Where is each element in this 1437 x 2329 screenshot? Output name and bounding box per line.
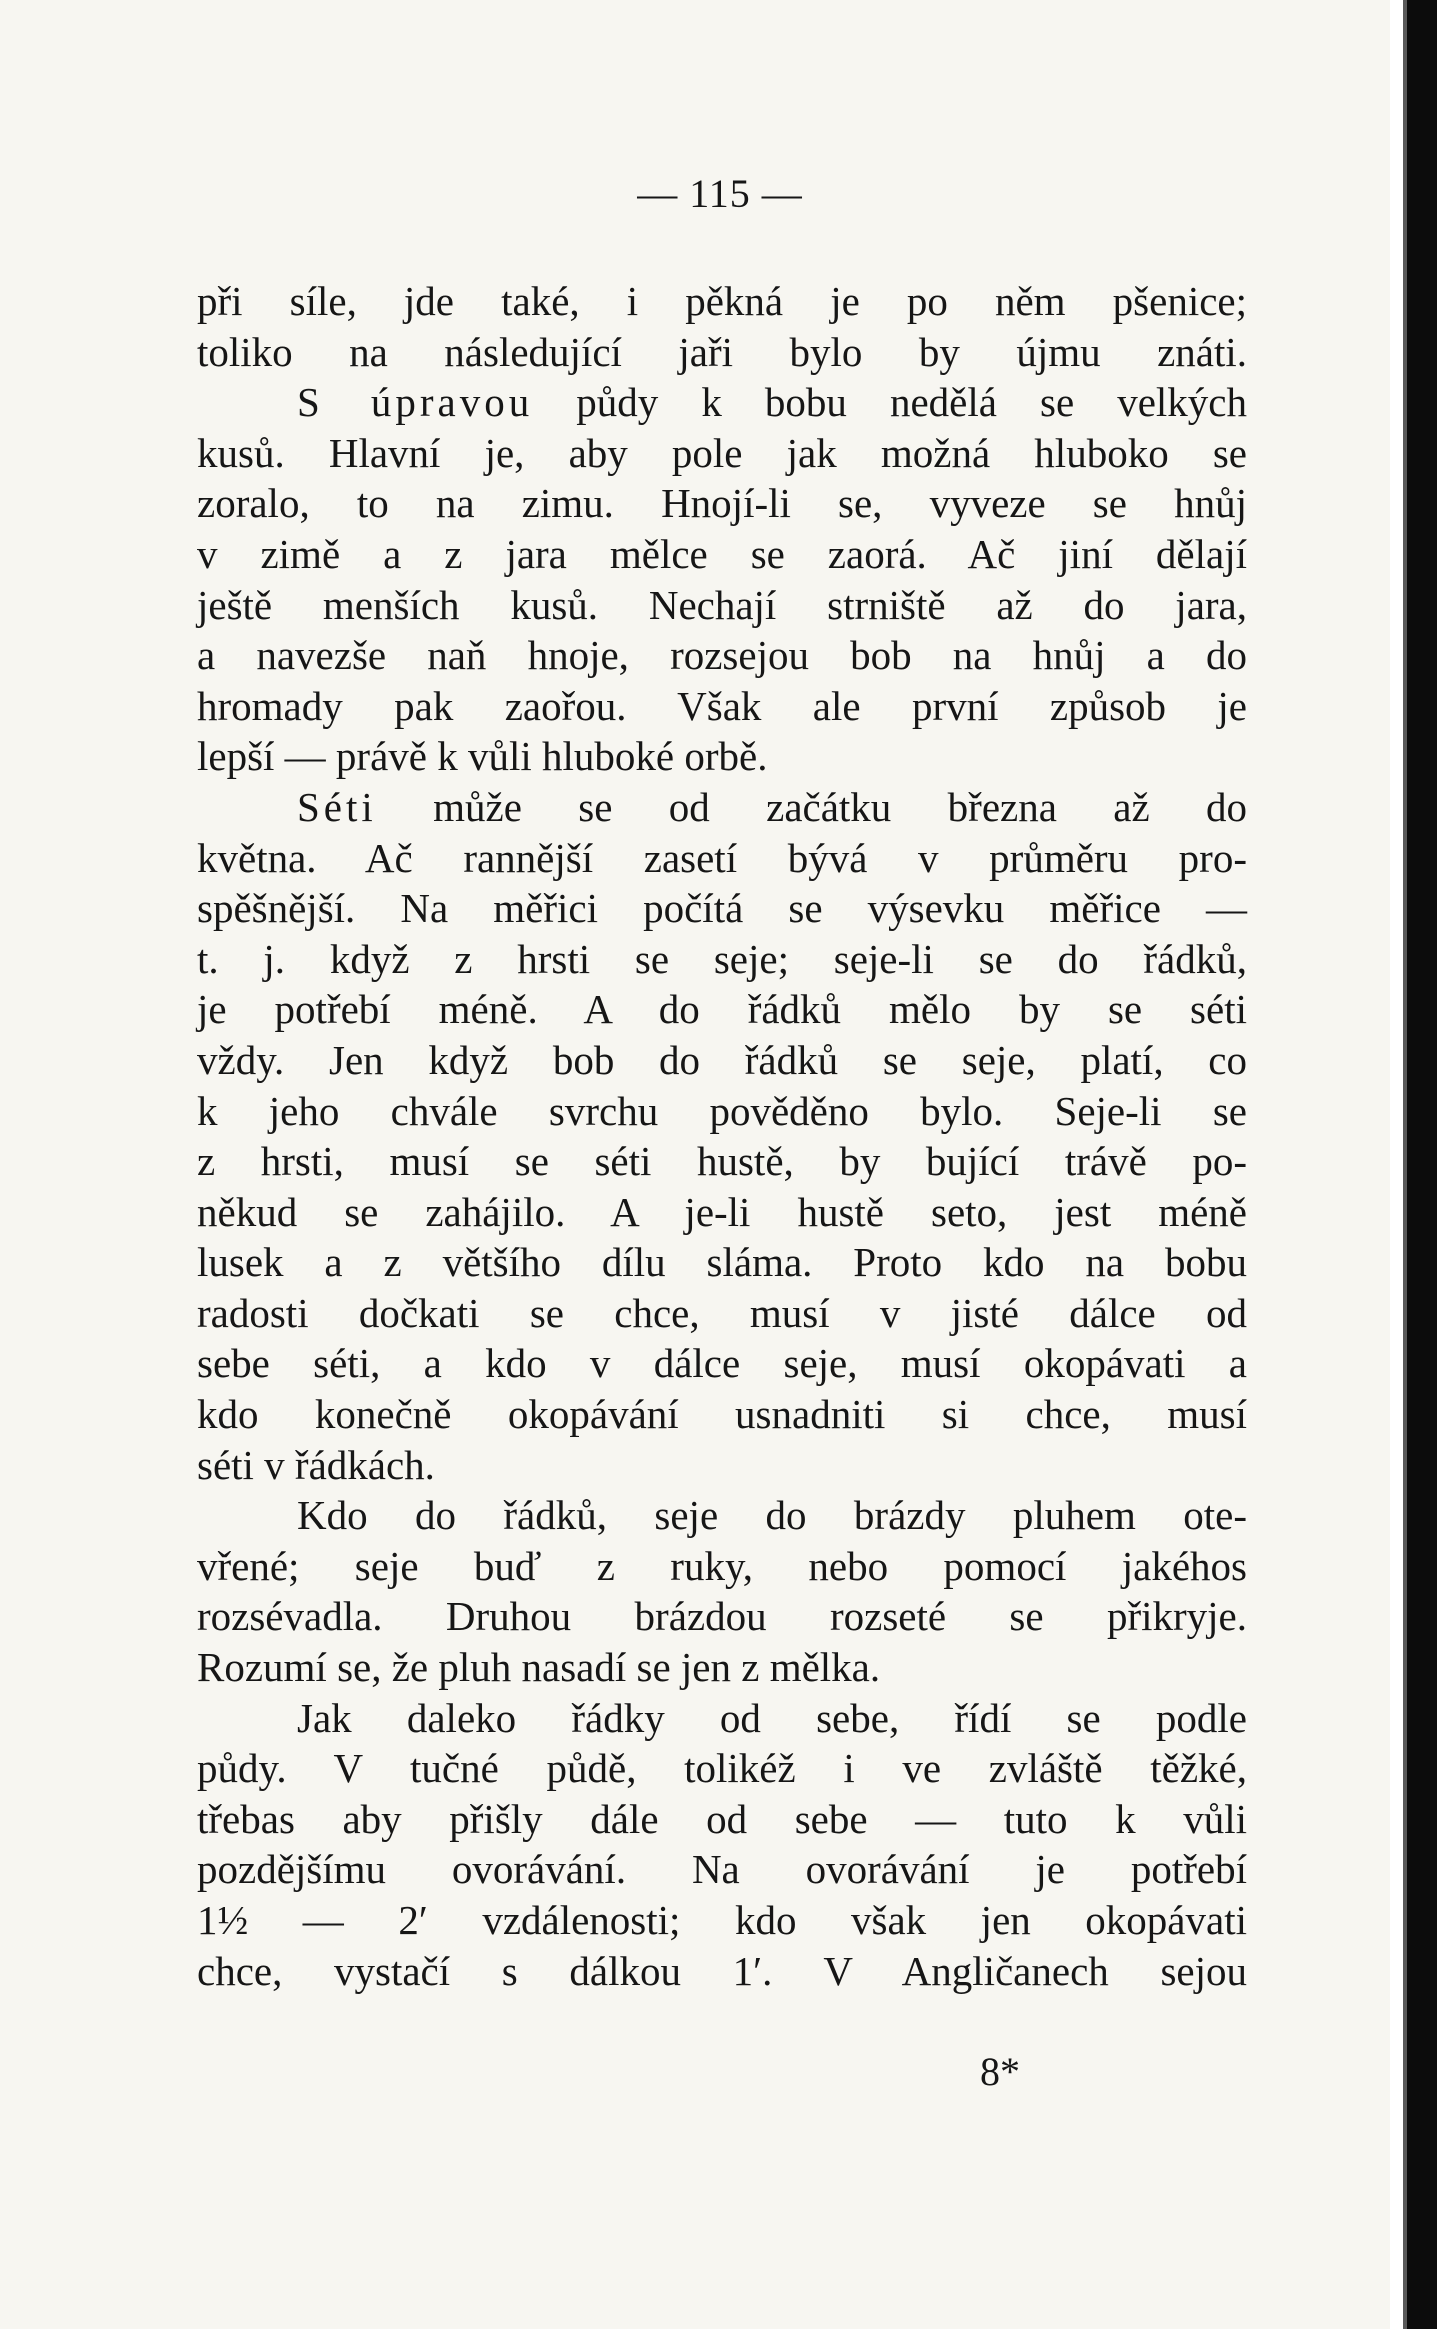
text-line-content: v zimě a z jara mělce se zaorá. Ač jiní dělají xyxy=(197,530,1247,577)
text-line-content: při síle, jde také, i pěkná je po něm pšenice; xyxy=(197,278,1247,324)
text-line xyxy=(197,1440,1247,1491)
text-line-content: 1½ — 2′ vzdálenosti; kdo však jen okopávati xyxy=(197,1897,1247,1943)
text-line-content: radosti dočkati se chce, musí v jisté dálce od xyxy=(197,1289,1247,1336)
text-line xyxy=(197,984,1247,1035)
text-line xyxy=(197,1794,1247,1845)
text-line xyxy=(197,1338,1247,1389)
text-line xyxy=(197,580,1247,631)
text-line xyxy=(197,833,1247,884)
text-line-content: hromady pak zaořou. Však ale první způsob je xyxy=(197,682,1247,729)
text-line-content: zoralo, to na zimu. Hnojí-li se, vyveze se hnůj xyxy=(197,480,1247,527)
text-line-content: půdy. V tučné půdě, tolikéž i ve zvláště těžké, xyxy=(197,1745,1247,1792)
text-line-content: ještě menších kusů. Nechají strniště až do jara, xyxy=(197,581,1247,628)
text-line-content: sebe séti, a kdo v dálce seje, musí okopávati a xyxy=(197,1340,1247,1387)
text-line xyxy=(197,1035,1247,1086)
page-number-header: — 115 — xyxy=(637,171,803,216)
text-line xyxy=(197,1895,1247,1946)
text-line xyxy=(197,377,1247,428)
text-line xyxy=(197,1743,1247,1794)
emphasized-lead: S úpravou xyxy=(297,379,534,426)
text-line-content: spěšnější. Na měřici počítá se výsevku měřice — xyxy=(197,885,1247,932)
text-line xyxy=(197,1541,1247,1592)
text-line xyxy=(197,1642,1247,1693)
text-line-content: lepší — právě k vůli hluboké orbě. xyxy=(197,733,768,780)
text-line-content: k jeho chvále svrchu pověděno bylo. Seje-li se xyxy=(197,1087,1247,1134)
signature-mark: 8* xyxy=(980,2049,1020,2094)
text-line xyxy=(197,681,1247,732)
text-line-content: vždy. Jen když bob do řádků se seje, platí, co xyxy=(197,1036,1247,1083)
text-line-content: je potřebí méně. A do řádků mělo by se séti xyxy=(197,986,1247,1033)
text-line-content: séti v řádkách. xyxy=(197,1441,435,1488)
text-line-content: kdo konečně okopávání usnadniti si chce, musí xyxy=(197,1391,1247,1438)
text-line-content: května. Ač rannější zasetí bývá v průměru pro- xyxy=(197,834,1247,881)
text-line-content: třebas aby přišly dále od sebe — tuto k vůli xyxy=(197,1795,1247,1842)
text-line xyxy=(197,1389,1247,1440)
text-line-content: půdy k bobu nedělá se velkých xyxy=(533,379,1247,426)
text-line xyxy=(197,1136,1247,1187)
text-line xyxy=(197,1693,1247,1744)
text-line-content: z hrsti, musí se séti hustě, by bující trávě po- xyxy=(197,1138,1247,1185)
text-line xyxy=(197,1288,1247,1339)
text-line xyxy=(197,1086,1247,1137)
text-line xyxy=(197,934,1247,985)
text-line xyxy=(197,731,1247,782)
text-line-content: Kdo do řádků, seje do brázdy pluhem ote- xyxy=(297,1492,1247,1539)
text-line-content: Jak daleko řádky od sebe, řídí se podle xyxy=(297,1694,1247,1741)
text-line xyxy=(197,1490,1247,1541)
text-line-content: pozdějšímu ovorávání. Na ovorávání je potřebí xyxy=(197,1846,1247,1893)
text-line xyxy=(197,782,1247,833)
text-line xyxy=(197,478,1247,529)
text-line-content: toliko na následující jaři bylo by újmu znáti. xyxy=(197,328,1247,375)
text-line-content: chce, vystačí s dálkou 1′. V Angličanech sejou xyxy=(197,1947,1247,1994)
text-line xyxy=(197,1844,1247,1895)
text-line xyxy=(197,276,1247,327)
text-line xyxy=(197,1237,1247,1288)
text-line xyxy=(197,630,1247,681)
text-line-content: někud se zahájilo. A je-li hustě seto, jest méně xyxy=(197,1188,1247,1235)
text-line xyxy=(197,1591,1247,1642)
emphasized-lead: Séti xyxy=(297,783,377,830)
text-line xyxy=(197,529,1247,580)
text-line-content: lusek a z většího dílu sláma. Proto kdo na bobu xyxy=(197,1239,1247,1286)
text-line xyxy=(197,1187,1247,1238)
text-line-content: Rozumí se, že pluh nasadí se jen z mělka. xyxy=(197,1644,881,1691)
text-line-content: může se od začátku března až do xyxy=(376,783,1247,830)
page-body-text xyxy=(197,276,1247,1996)
text-line xyxy=(197,1946,1247,1997)
text-line-content: rozsévadla. Druhou brázdou rozseté se přikryje. xyxy=(197,1593,1247,1640)
text-line-content: kusů. Hlavní je, aby pole jak možná hluboko se xyxy=(197,429,1247,476)
text-line-content: t. j. když z hrsti se seje; seje-li se do řádků, xyxy=(197,935,1247,982)
text-line xyxy=(197,327,1247,378)
text-line xyxy=(197,428,1247,479)
text-line-content: a navezše naň hnoje, rozsejou bob na hnůj a do xyxy=(197,632,1247,679)
text-line xyxy=(197,883,1247,934)
book-edge xyxy=(1407,0,1437,2329)
text-line-content: vřené; seje buď z ruky, nebo pomocí jakéhos xyxy=(197,1542,1247,1589)
